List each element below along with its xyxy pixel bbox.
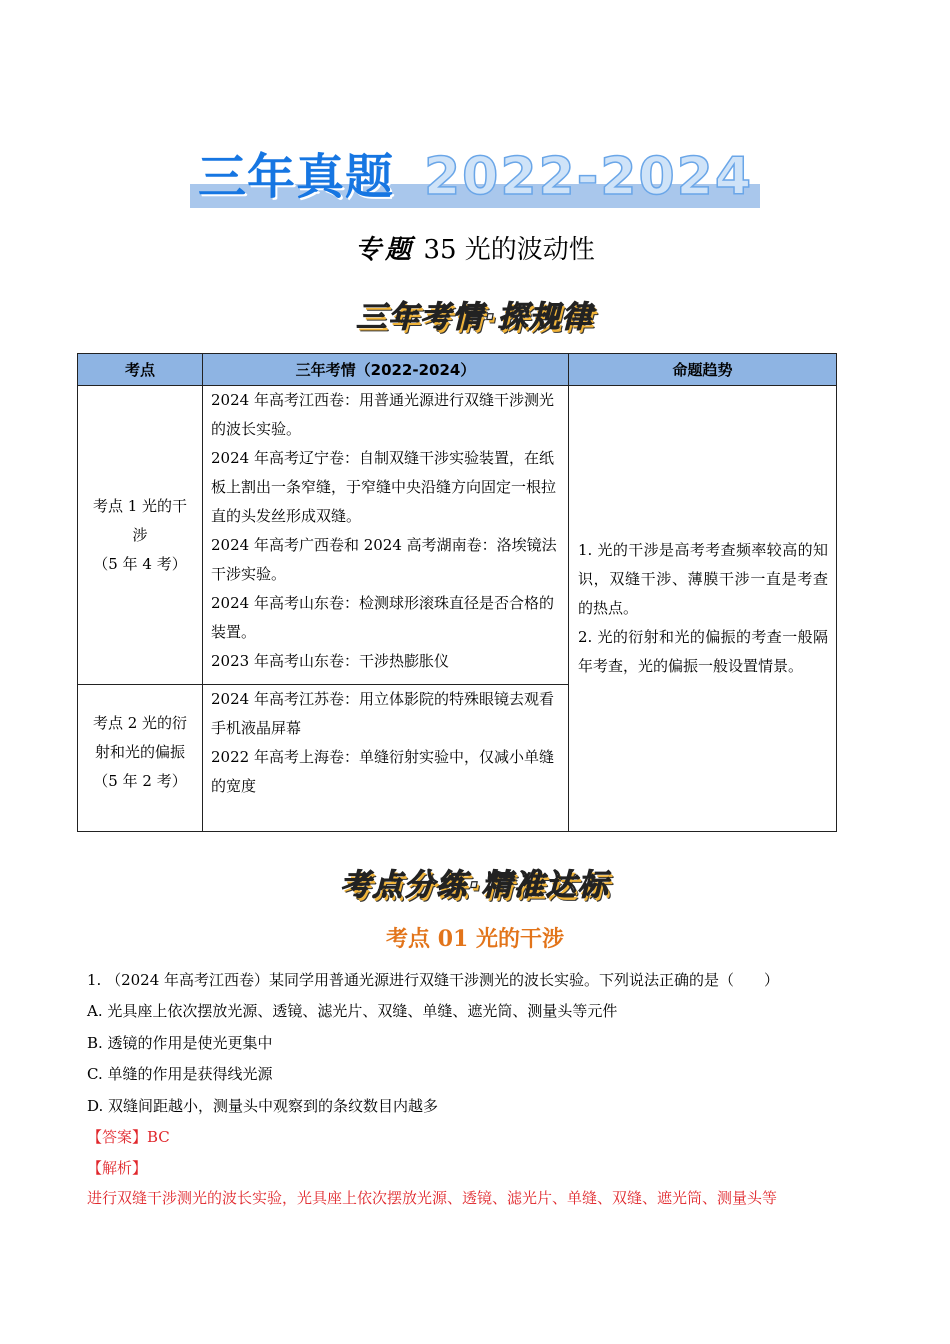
analysis-label: 【解析】	[87, 1159, 148, 1177]
exam-item: 2024 年高考山东卷：检测球形滚珠直径是否合格的装置。	[211, 594, 554, 641]
exams-cell-1	[203, 386, 569, 685]
banner-left-text: 三年真题	[198, 149, 395, 205]
kaodian-01-heading: 考点 01 光的干涉	[386, 926, 564, 952]
exam-item: 2024 年高考江苏卷：用立体影院的特殊眼镜去观看手机液晶屏幕	[211, 690, 554, 737]
exam-item: 2024 年高考辽宁卷：自制双缝干涉实验装置，在纸板上割出一条窄缝，于窄缝中央沿缝方向固定一根拉直的头发丝形成双缝。	[211, 449, 557, 525]
section-title-trends: 三年考情·探规律	[356, 300, 594, 335]
exam-item: 2024 年高考江西卷：用普通光源进行双缝干涉测光的波长实验。	[211, 391, 554, 438]
option-d: D. 双缝间距越小，测量头中观察到的条纹数目内越多	[87, 1097, 439, 1115]
exams-cell-2	[203, 685, 569, 831]
exam-item: 2024 年高考广西卷和 2024 高考湖南卷：洛埃镜法干涉实验。	[211, 536, 557, 583]
kaodian-1-line: 考点 1 光的干	[92, 496, 188, 515]
question-stem: 1. （2024 年高考江西卷）某同学用普通光源进行双缝干涉测光的波长实验。下列说法正确的是（ ）	[87, 971, 780, 989]
exam-item: 2022 年高考上海卷：单缝衍射实验中，仅减小单缝的宽度	[211, 748, 554, 795]
kaodian-1-count: （5 年 4 考）	[93, 554, 187, 573]
table-header-exams: 三年考情（2022-2024）	[203, 354, 569, 386]
banner-year-range: 2022-2024	[424, 147, 754, 207]
option-b: B. 透镜的作用是使光更集中	[87, 1034, 273, 1052]
kaodian-cell-1	[78, 386, 203, 685]
kaodian-2-count: （5 年 2 考）	[93, 772, 187, 790]
kaodian-2-line: 考点 2 光的衍	[92, 714, 188, 732]
kaodian-1-line: 涉	[132, 525, 148, 544]
option-c: C. 单缝的作用是获得线光源	[87, 1065, 273, 1083]
option-a: A. 光具座上依次摆放光源、透镜、滤光片、双缝、单缝、遮光筒、测量头等元件	[87, 1002, 618, 1020]
trend-item: 2. 光的衍射和光的偏振的考查一般隔年考查，光的偏振一般设置情景。	[578, 628, 828, 675]
kaodian-cell-2	[78, 685, 203, 831]
trend-item: 1. 光的干涉是高考考查频率较高的知识，双缝干涉、薄膜干涉一直是考查的热点。	[578, 541, 828, 617]
kaodian-2-line: 射和光的偏振	[94, 743, 185, 761]
trend-cell	[569, 386, 836, 831]
analysis-text: 进行双缝干涉测光的波长实验，光具座上依次摆放光源、透镜、滤光片、单缝、双缝、遮光筒、测量头等	[87, 1189, 778, 1207]
exam-trend-table	[77, 353, 837, 832]
section-title-practice: 考点分练·精准达标	[340, 868, 610, 903]
exam-item: 2023 年高考山东卷：干涉热膨胀仪	[211, 652, 449, 670]
title-banner	[190, 148, 760, 210]
table-header-kaodian: 考点	[78, 354, 203, 386]
table-header-trend: 命题趋势	[569, 354, 836, 386]
subject-rest: 35 光的波动性	[423, 235, 595, 265]
answer-label: 【答案】BC	[87, 1128, 170, 1146]
subject-title	[0, 232, 950, 268]
subject-prefix: 专题	[355, 235, 416, 265]
